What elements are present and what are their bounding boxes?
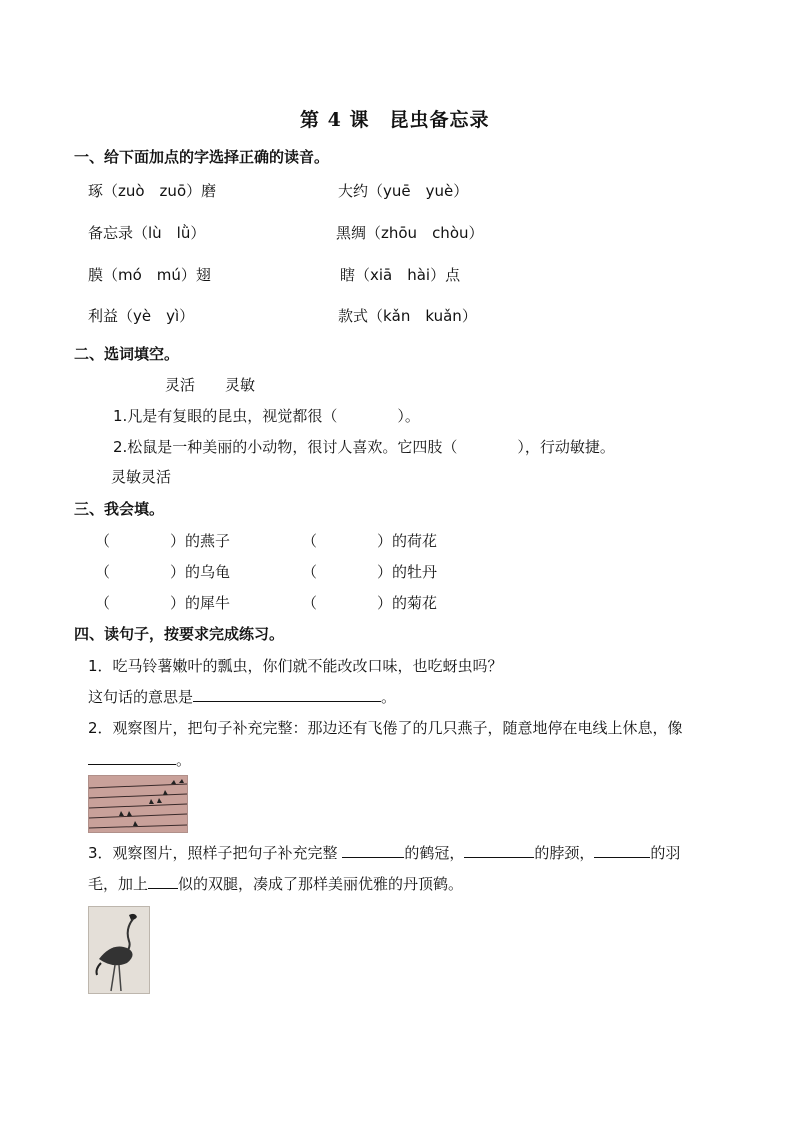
section3-heading: 三、我会填。 <box>74 500 165 518</box>
question-text: 似的双腿，凑成了那样美丽优雅的丹顶鹤。 <box>178 875 464 893</box>
section4-heading: 四、读句子，按要求完成练习。 <box>74 625 285 643</box>
answer-blank[interactable] <box>464 842 534 858</box>
section1-heading: 一、给下面加点的字选择正确的读音。 <box>74 148 330 166</box>
answer-line-row <box>88 686 396 707</box>
question-row <box>88 842 680 863</box>
pinyin-item: 瞎（xiā hài）点 <box>340 266 461 284</box>
answer-blank[interactable] <box>88 749 176 765</box>
question-row <box>88 873 463 894</box>
page-title: 第 4 课 昆虫备忘录 <box>300 109 490 131</box>
fill-item: （ ）的犀牛 <box>95 594 231 612</box>
answer-prompt: 这句话的意思是 <box>88 688 194 706</box>
question-text: 2．观察图片，把句子补充完整：那边还有飞倦了的几只燕子，随意地停在电线上休息，像 <box>88 719 683 737</box>
answer-text: 灵敏灵活 <box>111 468 172 486</box>
swallows-on-wires-image <box>88 775 188 833</box>
crane-image <box>88 906 150 994</box>
fill-item: （ ）的燕子 <box>95 532 231 550</box>
question-text: 3．观察图片，照样子把句子补充完整 <box>88 844 338 862</box>
fill-item: （ ）的乌龟 <box>95 563 231 581</box>
fill-item: （ ）的菊花 <box>302 594 438 612</box>
fill-question: 1.凡是有复眼的昆虫，视觉都很（ ）。 <box>113 407 420 425</box>
question-text: 1．吃马铃薯嫩叶的瓢虫，你们就不能改改口味，也吃蚜虫吗？ <box>88 657 503 675</box>
pinyin-item: 备忘录（lù lǜ） <box>88 224 206 242</box>
word-choices: 灵活 灵敏 <box>165 376 256 394</box>
question-text: 的羽 <box>650 844 681 862</box>
pinyin-item: 大约（yuē yuè） <box>338 182 469 200</box>
pinyin-item: 琢（zuò zuō）磨 <box>88 182 217 200</box>
fill-item: （ ）的牡丹 <box>302 563 438 581</box>
swallows-drawing <box>89 776 187 832</box>
answer-blank[interactable] <box>148 873 178 889</box>
answer-blank[interactable] <box>193 686 381 702</box>
answer-blank[interactable] <box>594 842 650 858</box>
question-text: 毛，加上 <box>88 875 149 893</box>
fill-item: （ ）的荷花 <box>302 532 438 550</box>
pinyin-item: 膜（mó mú）翅 <box>88 266 211 284</box>
pinyin-item: 黑绸（zhōu chòu） <box>336 224 484 242</box>
section2-heading: 二、选词填空。 <box>74 345 180 363</box>
period: 。 <box>381 688 397 706</box>
pinyin-item: 款式（kǎn kuǎn） <box>338 307 477 325</box>
question-text: 的脖颈， <box>534 844 595 862</box>
answer-blank[interactable] <box>342 842 404 858</box>
question-text: 的鹤冠， <box>404 844 465 862</box>
period: 。 <box>176 751 192 769</box>
fill-question: 2.松鼠是一种美丽的小动物，很讨人喜欢。它四肢（ ），行动敏捷。 <box>113 438 615 456</box>
pinyin-item: 利益（yè yì） <box>88 307 195 325</box>
crane-drawing <box>89 907 149 993</box>
answer-line-row <box>88 749 191 770</box>
